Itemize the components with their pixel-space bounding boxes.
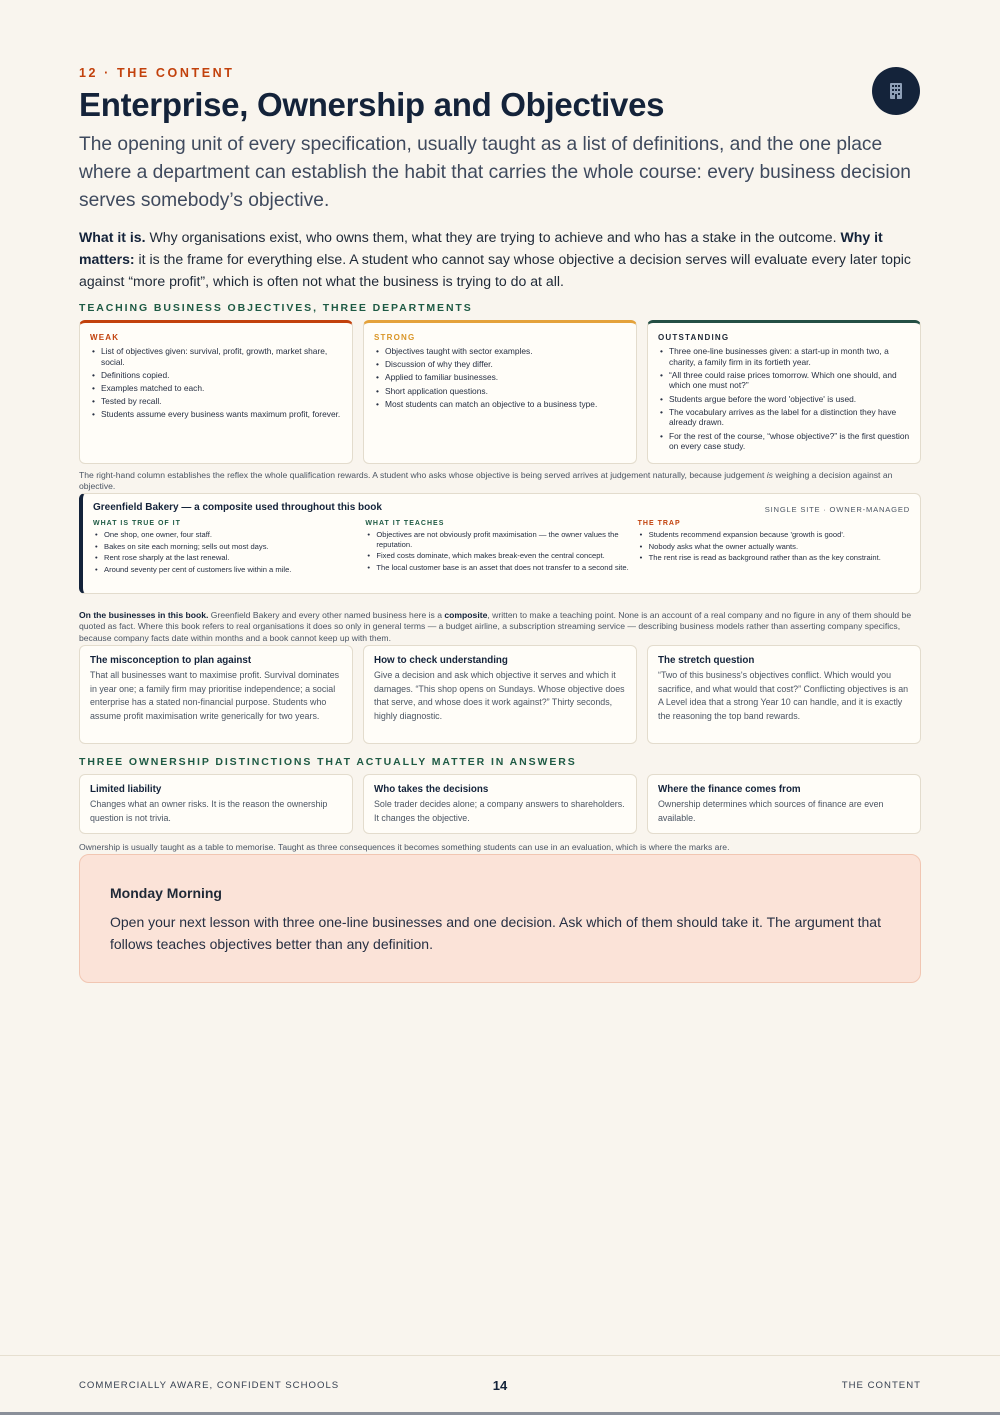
strong-list — [374, 346, 626, 409]
monday-morning-callout — [79, 854, 921, 983]
ownership-section-label: THREE OWNERSHIP DISTINCTIONS THAT ACTUALLY MATTER IN ANSWERS — [79, 756, 577, 768]
caption-emphasis: is — [766, 470, 773, 480]
bakery-true-title: WHAT IS TRUE OF IT — [93, 520, 181, 527]
list-item: • Tested by recall. — [90, 396, 342, 407]
list-item: • For the rest of the course, “whose objective?” is the first question on every case study. — [658, 431, 910, 452]
list-item: • Three one-line businesses given: a start-up in month two, a charity, a family firm in its fortieth year. — [658, 346, 910, 367]
page-title: Enterprise, Ownership and Objectives — [79, 86, 665, 123]
list-item: • Rent rose sharply at the last renewal. — [93, 553, 357, 563]
note-text: , written to make a teaching point. None is an account of a real company and no figure in any of them should be quoted as fact. Where this book refers to real organisations it does so only in general terms — a budget airline, a subscription streaming service — describing business models rather than asserting company specifics, because company facts date within months and a book cannot keep up with them. — [79, 610, 912, 643]
strong-department-card — [363, 320, 637, 464]
list-item: • Applied to familiar businesses. — [374, 372, 626, 383]
departments-caption — [79, 470, 921, 492]
note-text: Greenfield Bakery and every other named business here is a — [208, 610, 445, 620]
what-is-text: Why organisations exist, who owns them, what they are trying to achieve and who has a stake in the outcome. — [145, 229, 841, 245]
what-is-paragraph — [79, 226, 921, 292]
footer-section: THE CONTENT — [841, 1380, 921, 1391]
caption-text: weighing a decision against an objective. — [79, 470, 893, 491]
footer-book-title: COMMERCIALLY AWARE, CONFIDENT SCHOOLS — [79, 1380, 340, 1391]
list-item: • Around seventy per cent of customers live within a mile. — [93, 565, 357, 575]
departments-section-label: TEACHING BUSINESS OBJECTIVES, THREE DEPARTMENTS — [79, 302, 473, 314]
list-item: • Short application questions. — [374, 386, 626, 397]
ownership-body: Changes what an owner risks. It is the reason the ownership question is not trivia. — [90, 799, 328, 823]
bakery-title: Greenfield Bakery — a composite used throughout this book — [93, 502, 382, 513]
misconception-card — [79, 645, 353, 744]
list-item: • Students assume every business wants maximum profit, forever. — [90, 409, 342, 420]
list-item: • Examples matched to each. — [90, 383, 342, 394]
lede-paragraph: The opening unit of every specification, usually taught as a list of definitions, and the one place where a department can establish the habit that carries the whole course: every business decision serves somebody’s objective. — [79, 134, 911, 211]
footer-divider — [0, 1355, 1000, 1356]
what-is-label: What it is. — [79, 229, 146, 245]
list-item: • Discussion of why they differ. — [374, 359, 626, 370]
bakery-columns — [93, 520, 910, 576]
callout-title: Monday Morning — [110, 885, 222, 901]
list-item: • “All three could raise prices tomorrow. Which one should, and which one must not?” — [658, 370, 910, 391]
outstanding-title: OUTSTANDING — [658, 333, 730, 342]
bakery-trap-column — [638, 520, 910, 576]
ownership-caption: Ownership is usually taught as a table to memorise. Taught as three consequences it becomes something students can use in an evaluation, which is where the marks are. — [79, 842, 730, 852]
ownership-body: Sole trader decides alone; a company answers to shareholders. It changes the objective. — [374, 799, 625, 823]
weak-list — [90, 346, 342, 420]
list-item: • One shop, one owner, four staff. — [93, 530, 357, 540]
section-kicker: 12 · THE CONTENT — [79, 66, 235, 80]
tip-title: The misconception to plan against — [90, 655, 252, 666]
bakery-case-card — [79, 493, 921, 594]
bakery-true-column — [93, 520, 365, 576]
list-item: • Students recommend expansion because 'growth is good'. — [638, 530, 902, 540]
outstanding-list — [658, 346, 910, 452]
tip-title: How to check understanding — [374, 655, 508, 666]
ownership-title: Where the finance comes from — [658, 784, 801, 795]
list-item: • Objectives taught with sector examples. — [374, 346, 626, 357]
outstanding-department-card — [647, 320, 921, 464]
bakery-teaches-column — [365, 520, 637, 576]
ownership-title: Who takes the decisions — [374, 784, 489, 795]
building-icon — [872, 67, 920, 115]
ownership-card — [647, 774, 921, 834]
businesses-note — [79, 610, 921, 644]
list-item: • Objectives are not obviously profit maximisation — the owner values the reputation. — [365, 530, 629, 549]
tip-body: “Two of this business's objectives conflict. Which would you sacrifice, and what would that cost?” Conflicting objectives is an A Level idea that a strong Year 10 can handle, and it is exactly the reasoning the top band rewards. — [658, 670, 909, 721]
bakery-trap-list — [638, 530, 902, 563]
callout-body: Open your next lesson with three one-line businesses and one decision. Ask which of them should take it. The argument that follows teaches objectives better than any definition. — [110, 914, 881, 952]
caption-text: The right-hand column establishes the reflex the whole qualification rewards. A student who asks whose objective is being served arrives at judgement naturally, because judgement — [79, 470, 767, 480]
check-understanding-card — [363, 645, 637, 744]
weak-title: WEAK — [90, 333, 120, 342]
list-item: • List of objectives given: survival, profit, growth, market share, social. — [90, 346, 342, 367]
ownership-body: Ownership determines which sources of finance are even available. — [658, 799, 884, 823]
list-item: • The local customer base is an asset that does not transfer to a second site. — [365, 563, 629, 573]
weak-department-card — [79, 320, 353, 464]
list-item: • The vocabulary arrives as the label for a distinction they have already drawn. — [658, 407, 910, 428]
list-item: • Bakes on site each morning; sells out most days. — [93, 542, 357, 552]
ownership-title: Limited liability — [90, 784, 162, 795]
list-item: • The rent rise is read as background rather than as the key constraint. — [638, 553, 902, 563]
tip-body: That all businesses want to maximise profit. Survival dominates in year one; a family firm may prioritise independence; a social enterprise has a stated non-financial purpose. Students who assume profit maximisation write generically for two years. — [90, 670, 340, 721]
list-item: • Definitions copied. — [90, 370, 342, 381]
tip-title: The stretch question — [658, 655, 755, 666]
note-bold-word: composite — [444, 610, 488, 620]
bakery-tag: SINGLE SITE · OWNER-MANAGED — [764, 505, 910, 514]
page-number: 14 — [492, 1378, 508, 1393]
bakery-trap-title: THE TRAP — [637, 520, 681, 527]
why-it-matters-text: it is the frame for everything else. A student who cannot say whose objective a decision serves will evaluate every later topic against “more profit”, which is often not what the business is trying to do at all. — [79, 251, 911, 289]
why-it-matters-label: Why it matters: — [79, 229, 883, 267]
bakery-true-list — [93, 530, 357, 574]
list-item: • Most students can match an objective to a business type. — [374, 399, 626, 410]
list-item: • Fixed costs dominate, which makes break-even the central concept. — [365, 551, 629, 561]
list-item: • Students argue before the word 'objective' is used. — [658, 394, 910, 405]
strong-title: STRONG — [374, 333, 416, 342]
bakery-teaches-list — [365, 530, 629, 572]
ownership-card — [79, 774, 353, 834]
page-footer — [79, 1378, 921, 1394]
list-item: • Nobody asks what the owner actually wants. — [638, 542, 902, 552]
stretch-question-card — [647, 645, 921, 744]
ownership-card — [363, 774, 637, 834]
bakery-teaches-title: WHAT IT TEACHES — [365, 520, 445, 527]
note-label: On the businesses in this book. — [79, 610, 209, 620]
tip-body: Give a decision and ask which objective it serves and which it damages. “This shop opens on Sundays. Whose objective does that serve, and whose does it work against?” Thirty seconds, highly diagnostic. — [374, 670, 625, 721]
